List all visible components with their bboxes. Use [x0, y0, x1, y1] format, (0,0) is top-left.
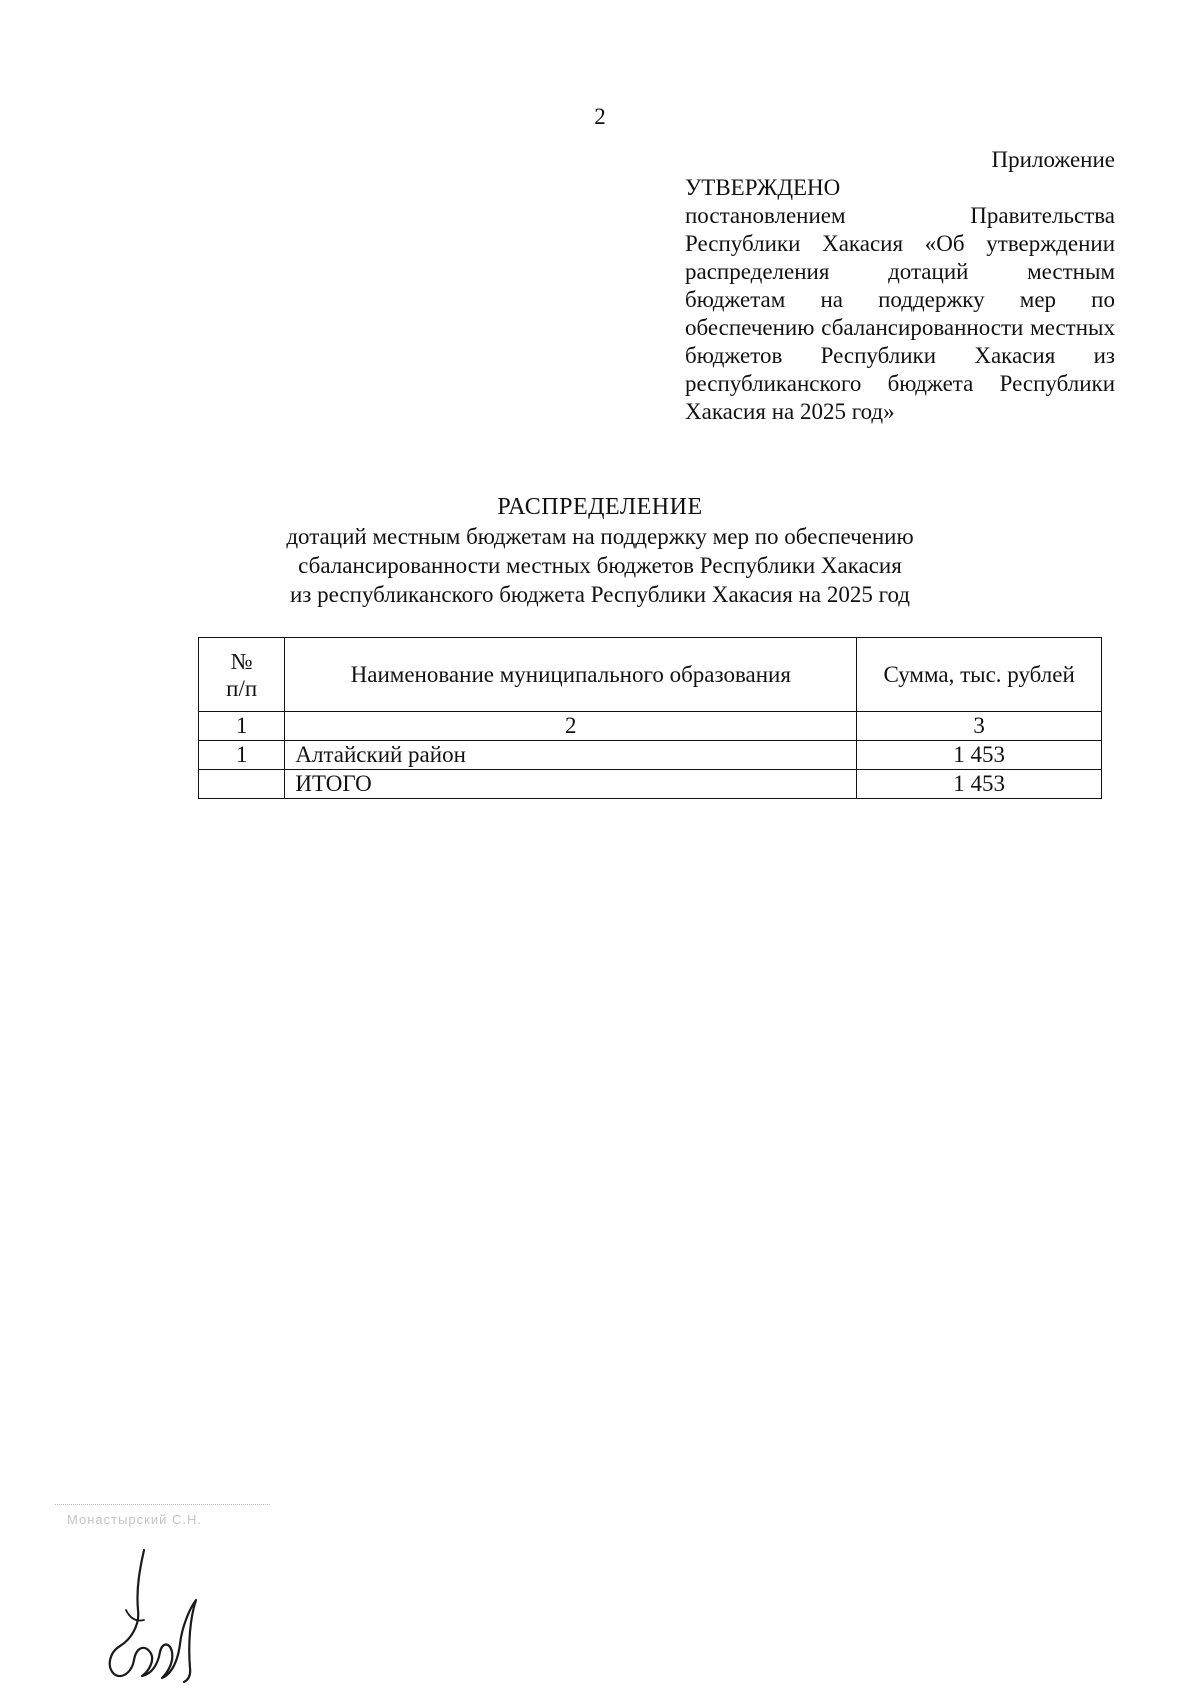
approved-label: УТВЕРЖДЕНО: [685, 175, 841, 200]
stamp-dotted-line: [55, 1504, 270, 1505]
row-sum-cell: 1 453: [857, 741, 1102, 770]
approval-text: постановлением Правительства Республики Хакасия «Об утверждении распределения дотаций местным бюджетам на поддержку мер по обеспечению сбалансированности местных бюджетов Республики Хакасия из республиканского бюджета Республики Хакасия на 2025 год»: [685, 203, 1115, 424]
title-line: из республиканского бюджета Республики Хакасия на 2025 год: [290, 582, 910, 607]
row-name-cell: Алтайский район: [285, 741, 857, 770]
faded-stamp: [55, 1500, 275, 1540]
total-sum-cell: 1 453: [857, 770, 1102, 799]
column-number-cell: 1: [199, 712, 285, 741]
page-number: 2: [594, 104, 606, 129]
handwritten-signature: [100, 1548, 210, 1683]
header-sum: Сумма, тыс. рублей: [857, 638, 1102, 712]
document-title: [0, 493, 1200, 609]
header-number: [199, 638, 285, 712]
title-line: сбалансированности местных бюджетов Республики Хакасия: [298, 553, 902, 578]
column-number-cell: 3: [857, 712, 1102, 741]
distribution-table: [198, 637, 1102, 799]
row-number-cell: 1: [199, 741, 285, 770]
appendix-label: Приложение: [991, 147, 1115, 172]
table-row: [199, 741, 1102, 770]
stamp-text: Монастырский С.Н.: [67, 1512, 202, 1527]
header-number-symbol: №: [230, 648, 253, 674]
title-line: дотаций местным бюджетам на поддержку мер по обеспечению: [286, 524, 914, 549]
total-label-cell: ИТОГО: [285, 770, 857, 799]
approval-block: [685, 146, 1115, 426]
column-numbers-row: [199, 712, 1102, 741]
title-heading: РАСПРЕДЕЛЕНИЕ: [497, 494, 703, 520]
header-name: Наименование муниципального образования: [285, 638, 857, 712]
total-number-cell: [199, 770, 285, 799]
column-number-cell: 2: [285, 712, 857, 741]
total-row: [199, 770, 1102, 799]
header-number-abbr: п/п: [226, 675, 258, 701]
table-header-row: [199, 638, 1102, 712]
